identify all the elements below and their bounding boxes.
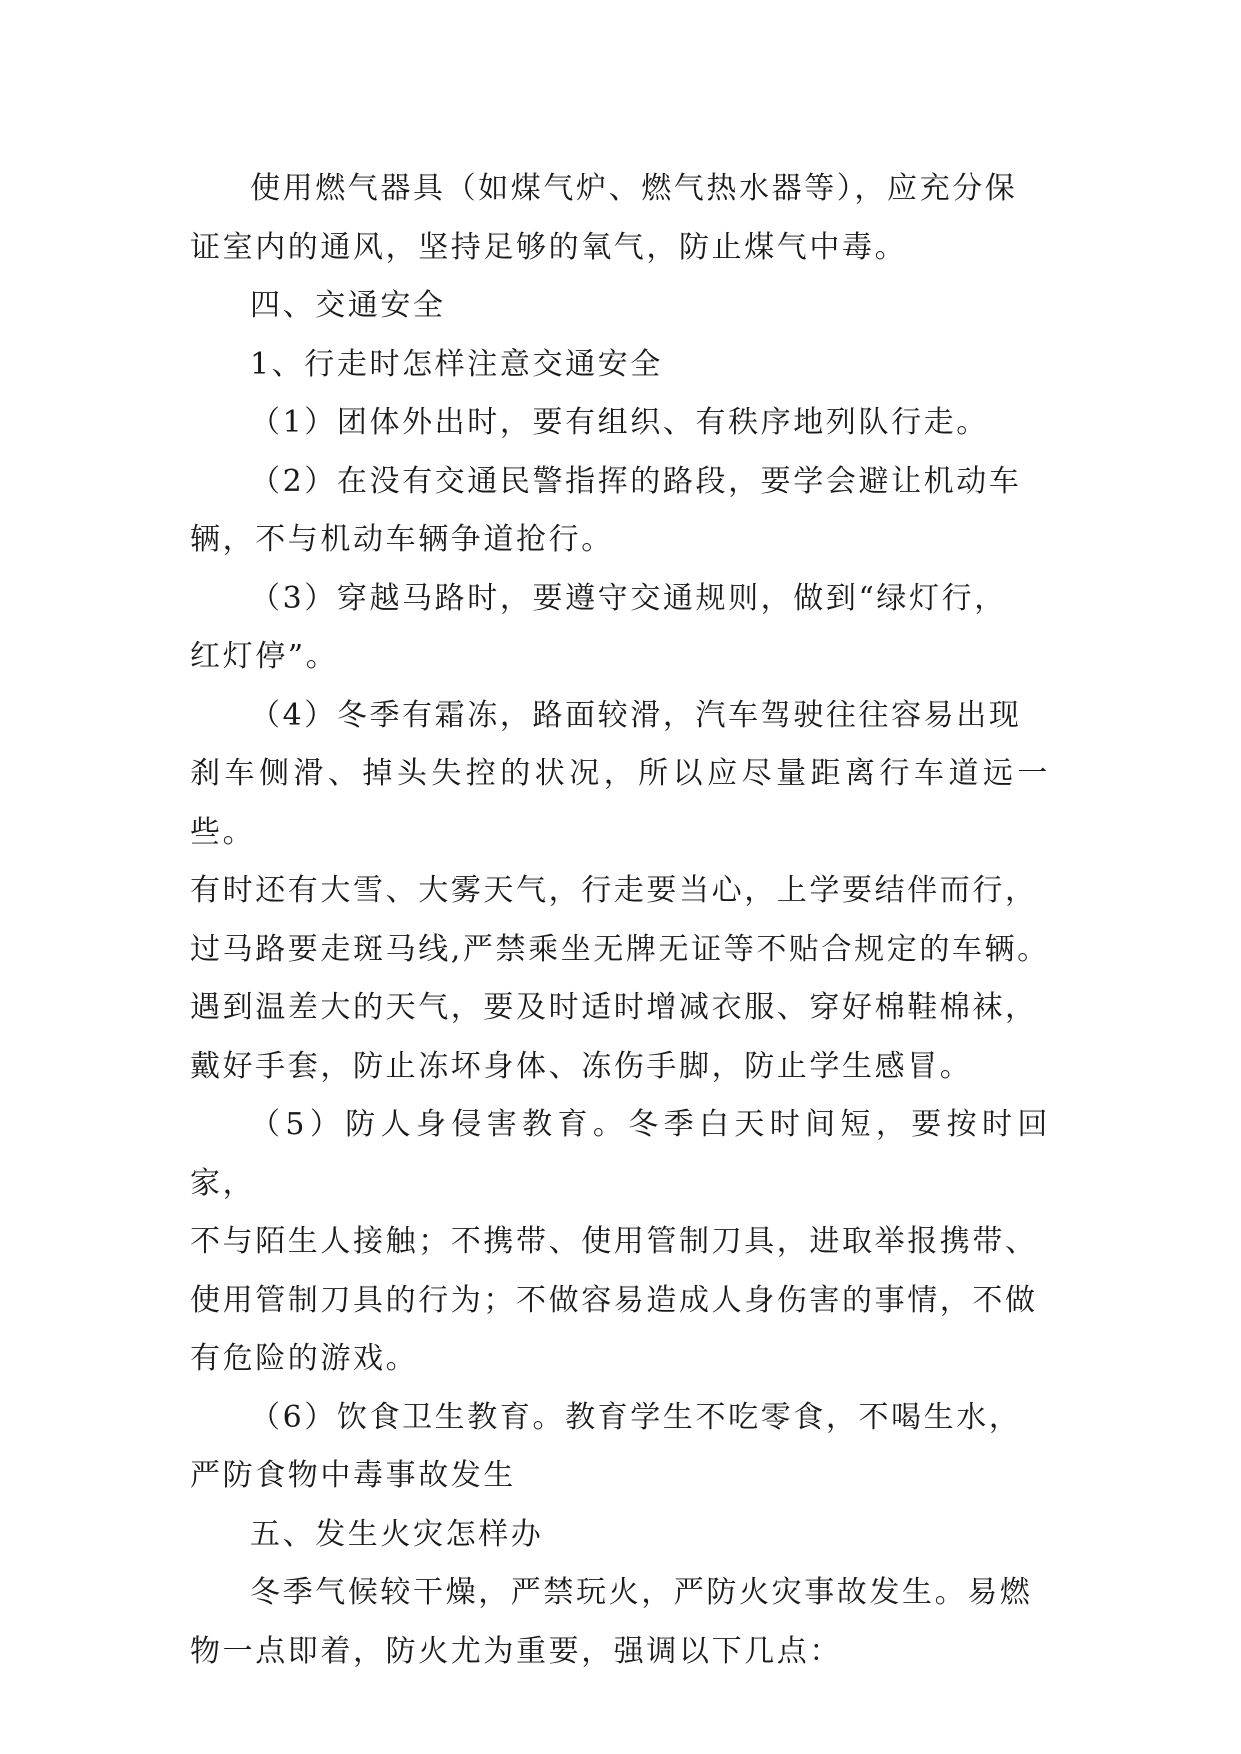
text-line: （1）团体外出时，要有组织、有秩序地列队行走。 — [250, 405, 989, 440]
paragraph-p7 — [190, 687, 1050, 1097]
text-line: 1、行走时怎样注意交通安全 — [250, 346, 663, 382]
text-line: 物一点即着，防火尤为重要，强调以下几点： — [190, 1633, 842, 1669]
paragraph-p4 — [190, 394, 1050, 453]
text-line: 使用燃气器具（如煤气炉、燃气热水器等），应充分保 — [250, 171, 1018, 206]
text-line: 过马路要走斑马线,严禁乘坐无牌无证等不贴合规定的车辆。 — [190, 931, 1050, 967]
text-line: （4）冬季有霜冻，路面较滑，汽车驾驶往往容易出现 — [250, 697, 1022, 733]
paragraph-p6 — [190, 570, 1050, 687]
text-line: 遇到温差大的天气，要及时适时增减衣服、穿好棉鞋棉袜， — [190, 990, 1038, 1025]
text-line: 红灯停”。 — [190, 639, 339, 674]
text-line: 有危险的游戏。 — [190, 1341, 419, 1376]
text-line: 有时还有大雪、大雾天气，行走要当心，上学要结伴而行， — [190, 873, 1038, 908]
text-line: 五、发生火灾怎样办 — [250, 1516, 544, 1552]
text-line: 刹车侧滑、掉头失控的状况，所以应尽量距离行车道远一些。 — [190, 756, 1050, 850]
text-line: （5）防人身侵害教育。冬季白天时间短，要按时回家， — [190, 1107, 1050, 1201]
text-line: 严防食物中毒事故发生 — [190, 1458, 516, 1493]
paragraph-p2 — [190, 277, 1050, 336]
paragraph-p8 — [190, 1096, 1050, 1389]
paragraph-p1 — [190, 160, 1050, 277]
paragraph-p9 — [190, 1389, 1050, 1506]
text-line: 使用管制刀具的行为；不做容易造成人身伤害的事情，不做 — [190, 1282, 1038, 1318]
paragraph-p10 — [190, 1506, 1050, 1565]
text-line: 冬季气候较干燥，严禁玩火，严防火灾事故发生。易燃 — [250, 1575, 1033, 1610]
text-line: 证室内的通风，坚持足够的氧气，防止煤气中毒。 — [190, 229, 908, 265]
paragraph-p5 — [190, 453, 1050, 570]
document-body — [190, 160, 1050, 1681]
text-line: （2）在没有交通民警指挥的路段，要学会避让机动车 — [250, 463, 1022, 499]
text-line: （6）饮食卫生教育。教育学生不吃零食，不喝生水， — [250, 1399, 1022, 1435]
paragraph-p11 — [190, 1564, 1050, 1681]
text-line: 四、交通安全 — [250, 288, 446, 323]
paragraph-p3 — [190, 336, 1050, 395]
text-line: 不与陌生人接触；不携带、使用管制刀具，进取举报携带、 — [190, 1224, 1038, 1259]
text-line: 辆，不与机动车辆争道抢行。 — [190, 522, 614, 557]
text-line: 戴好手套，防止冻坏身体、冻伤手脚，防止学生感冒。 — [190, 1048, 973, 1084]
text-line: （3）穿越马路时，要遵守交通规则，做到“绿灯行， — [250, 580, 1007, 616]
